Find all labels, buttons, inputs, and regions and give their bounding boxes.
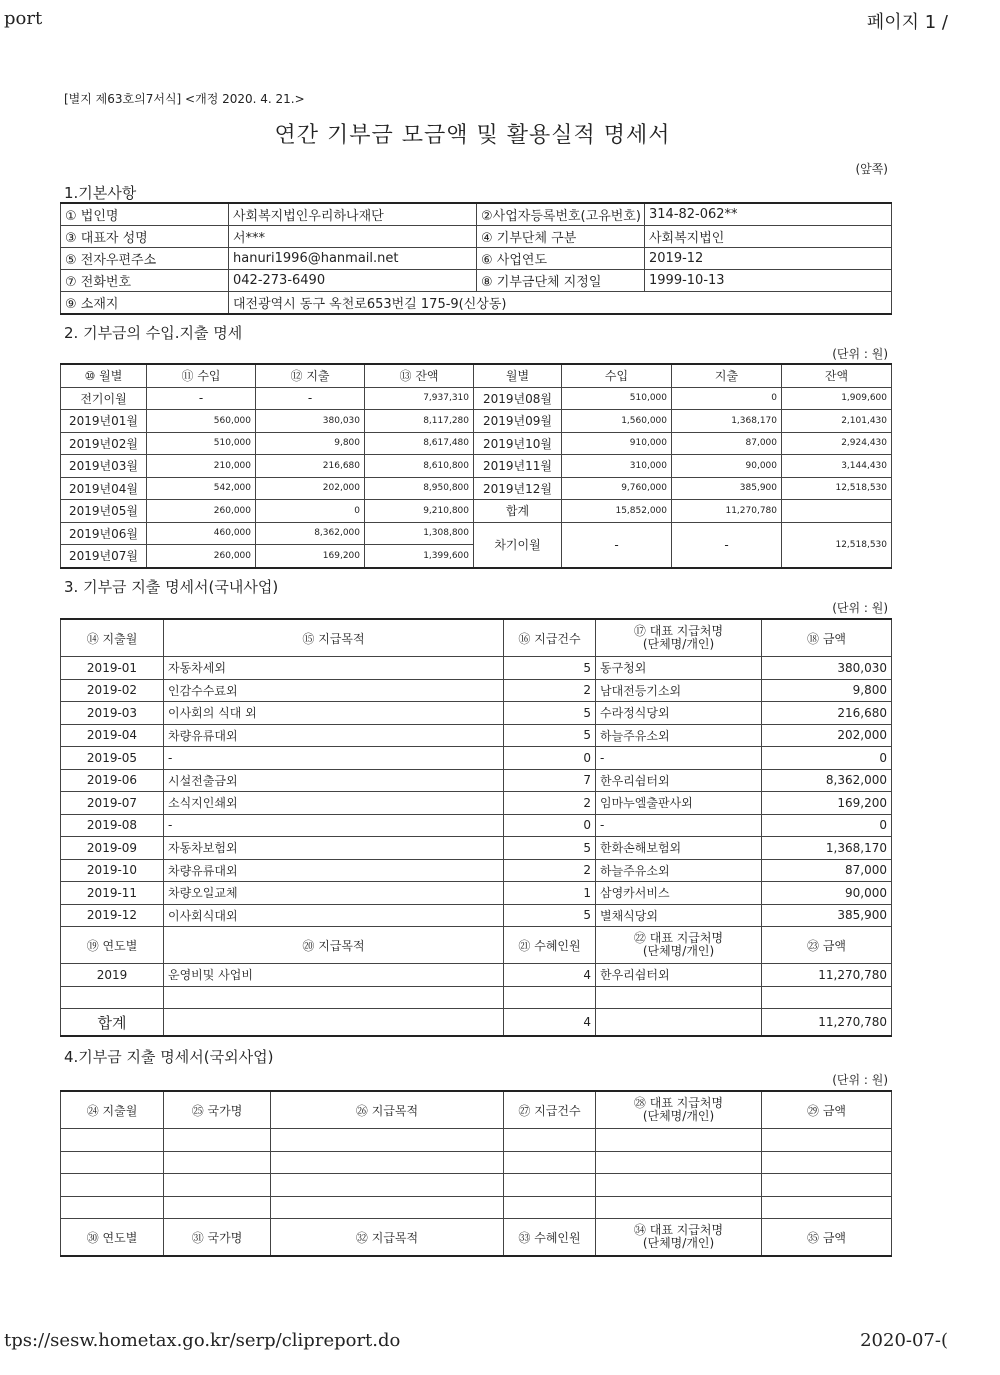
table-row xyxy=(61,837,892,860)
column-header: ⑬ 잔액 xyxy=(365,364,474,387)
expense-cell: 90,000 xyxy=(672,455,782,478)
field-label: ⑨ 소재지 xyxy=(61,292,229,315)
amount-cell: 0 xyxy=(762,747,892,770)
payee-cell: 별채식당외 xyxy=(596,904,762,927)
page-number: 페이지 1 / xyxy=(866,12,948,33)
month-cell: 2019-08 xyxy=(61,814,164,837)
year-cell: 2019 xyxy=(61,964,164,987)
count-cell: 7 xyxy=(504,769,596,792)
column-header: ㉛ 국가명 xyxy=(164,1219,271,1257)
carry-forward-label: 차기이월 xyxy=(474,522,562,568)
empty-row xyxy=(61,1174,892,1197)
field-label: ⑦ 전화번호 xyxy=(61,270,229,292)
column-header: 지출 xyxy=(672,364,782,387)
month-cell: 2019년05월 xyxy=(61,500,147,523)
address-value: 대전광역시 동구 옥천로653번길 175-9(신상동) xyxy=(229,292,892,315)
payee-cell: 하늘주유소외 xyxy=(596,724,762,747)
income-cell: 9,760,000 xyxy=(562,477,672,500)
income-cell: - xyxy=(147,387,256,410)
purpose-cell: 인감수수료외 xyxy=(164,679,504,702)
count-cell: 0 xyxy=(504,814,596,837)
amount-cell: 8,362,000 xyxy=(762,769,892,792)
month-cell: 전기이월 xyxy=(61,387,147,410)
amount-cell: 87,000 xyxy=(762,859,892,882)
beneficiaries-cell: 4 xyxy=(504,964,596,987)
income-total-cell: 15,852,000 xyxy=(562,500,672,523)
footer-url: tps://sesw.hometax.go.kr/serp/clipreport.do xyxy=(4,1330,401,1351)
table-header-row xyxy=(61,927,892,964)
month-cell: 2019년11월 xyxy=(474,455,562,478)
table-header-row xyxy=(61,619,892,657)
column-header: ⑮ 지급목적 xyxy=(164,619,504,657)
column-header: ㉞ 대표 지급처명 (단체명/개인) xyxy=(596,1219,762,1257)
income-cell: 510,000 xyxy=(147,432,256,455)
table-row xyxy=(61,410,892,433)
amount-cell: 385,900 xyxy=(762,904,892,927)
month-cell: 2019년04월 xyxy=(61,477,147,500)
column-header: 잔액 xyxy=(782,364,892,387)
basic-info-row xyxy=(61,226,892,248)
month-cell: 2019-10 xyxy=(61,859,164,882)
column-header: ⑭ 지출월 xyxy=(61,619,164,657)
form-number: [별지 제63호의7서식] <개정 2020. 4. 21.> xyxy=(64,92,305,106)
purpose-cell: 자동차세외 xyxy=(164,657,504,680)
amount-cell: 90,000 xyxy=(762,882,892,905)
amount-cell: 9,800 xyxy=(762,679,892,702)
expense-cell: 87,000 xyxy=(672,432,782,455)
purpose-cell: - xyxy=(164,814,504,837)
column-header: 월별 xyxy=(474,364,562,387)
month-cell: 2019년12월 xyxy=(474,477,562,500)
section-3-title: 3. 기부금 지출 명세서(국내사업) xyxy=(64,578,279,596)
balance-cell: 7,937,310 xyxy=(365,387,474,410)
income-cell: 210,000 xyxy=(147,455,256,478)
balance-cell: 9,210,800 xyxy=(365,500,474,523)
field-label: ②사업자등록번호(고유번호) xyxy=(477,203,645,226)
month-cell: 2019년10월 xyxy=(474,432,562,455)
column-header: ⑯ 지급건수 xyxy=(504,619,596,657)
empty-row xyxy=(61,986,892,1009)
table-row xyxy=(61,477,892,500)
purpose-cell: 운영비및 사업비 xyxy=(164,964,504,987)
month-cell: 2019년01월 xyxy=(61,410,147,433)
expense-cell: 0 xyxy=(256,500,365,523)
basic-info-row xyxy=(61,203,892,226)
total-count: 4 xyxy=(504,1009,596,1037)
count-cell: 5 xyxy=(504,837,596,860)
field-value: 042-273-6490 xyxy=(229,270,477,292)
section-1-title: 1.기본사항 xyxy=(64,184,137,202)
column-header: ⑱ 금액 xyxy=(762,619,892,657)
income-cell: 1,560,000 xyxy=(562,410,672,433)
basic-info-row xyxy=(61,248,892,270)
table-row xyxy=(61,792,892,815)
month-cell: 2019-02 xyxy=(61,679,164,702)
month-cell: 2019-12 xyxy=(61,904,164,927)
balance-cell: 2,924,430 xyxy=(782,432,892,455)
payee-cell: 하늘주유소외 xyxy=(596,859,762,882)
month-cell: 2019년07월 xyxy=(61,545,147,568)
table-row xyxy=(61,964,892,987)
column-header: ㉘ 대표 지급처명 (단체명/개인) xyxy=(596,1091,762,1129)
month-cell: 2019-06 xyxy=(61,769,164,792)
amount-cell: 11,270,780 xyxy=(762,964,892,987)
payee-cell: 수라정식당외 xyxy=(596,702,762,725)
expense-cell: 9,800 xyxy=(256,432,365,455)
income-cell: 460,000 xyxy=(147,522,256,545)
column-header: ⑳ 지급목적 xyxy=(164,927,504,964)
table-row xyxy=(61,702,892,725)
balance-cell xyxy=(782,500,892,523)
column-header: ⑲ 연도별 xyxy=(61,927,164,964)
table-row xyxy=(61,814,892,837)
month-cell: 2019년08월 xyxy=(474,387,562,410)
total-row xyxy=(61,1009,892,1037)
carry-forward-income: - xyxy=(562,522,672,568)
field-label: ⑥ 사업연도 xyxy=(477,248,645,270)
expense-cell: 216,680 xyxy=(256,455,365,478)
column-header: ㉖ 지급목적 xyxy=(271,1091,504,1129)
expense-cell: 385,900 xyxy=(672,477,782,500)
count-cell: 5 xyxy=(504,724,596,747)
unit-label: (단위 : 원) xyxy=(832,347,888,361)
column-header: ㉒ 대표 지급처명 (단체명/개인) xyxy=(596,927,762,964)
month-cell: 2019-07 xyxy=(61,792,164,815)
count-cell: 5 xyxy=(504,702,596,725)
column-header: ㉗ 지급건수 xyxy=(504,1091,596,1129)
count-cell: 2 xyxy=(504,679,596,702)
payee-cell: 한우리쉼터외 xyxy=(596,769,762,792)
table-row xyxy=(61,500,892,523)
field-value: 1999-10-13 xyxy=(645,270,892,292)
payee-cell: 동구청외 xyxy=(596,657,762,680)
income-cell: 542,000 xyxy=(147,477,256,500)
field-label: ① 법인명 xyxy=(61,203,229,226)
table-row xyxy=(61,387,892,410)
table-header-row xyxy=(61,364,892,387)
basic-info-table xyxy=(60,202,892,315)
carry-forward-balance: 12,518,530 xyxy=(782,522,892,568)
table-row xyxy=(61,522,892,545)
count-cell: 2 xyxy=(504,792,596,815)
purpose-cell: - xyxy=(164,747,504,770)
column-header: ⑪ 수입 xyxy=(147,364,256,387)
table-header-row xyxy=(61,1091,892,1129)
count-cell: 1 xyxy=(504,882,596,905)
empty-row xyxy=(61,1151,892,1174)
balance-cell: 1,399,600 xyxy=(365,545,474,568)
month-cell: 2019-01 xyxy=(61,657,164,680)
income-cell: 310,000 xyxy=(562,455,672,478)
balance-cell: 8,610,800 xyxy=(365,455,474,478)
column-header: ㉓ 금액 xyxy=(762,927,892,964)
column-header: ㉑ 수혜인원 xyxy=(504,927,596,964)
payee-cell: 남대전등기소외 xyxy=(596,679,762,702)
table-row xyxy=(61,747,892,770)
month-cell: 2019년06월 xyxy=(61,522,147,545)
income-cell: 260,000 xyxy=(147,500,256,523)
table-header-row xyxy=(61,1219,892,1257)
empty-row xyxy=(61,1196,892,1219)
column-header: ㉚ 연도별 xyxy=(61,1219,164,1257)
column-header: ⑩ 월별 xyxy=(61,364,147,387)
table-row xyxy=(61,724,892,747)
table-row xyxy=(61,882,892,905)
field-value: hanuri1996@hanmail.net xyxy=(229,248,477,270)
balance-cell: 1,308,800 xyxy=(365,522,474,545)
purpose-cell: 차량유류대외 xyxy=(164,724,504,747)
column-header: ㉕ 국가명 xyxy=(164,1091,271,1129)
income-cell: 560,000 xyxy=(147,410,256,433)
print-header-left: port xyxy=(4,8,43,29)
field-label: ③ 대표자 성명 xyxy=(61,226,229,248)
count-cell: 2 xyxy=(504,859,596,882)
month-cell: 2019-11 xyxy=(61,882,164,905)
unit-label: (단위 : 원) xyxy=(832,601,888,615)
field-label: ⑤ 전자우편주소 xyxy=(61,248,229,270)
balance-cell: 8,950,800 xyxy=(365,477,474,500)
column-header: ⑫ 지출 xyxy=(256,364,365,387)
month-cell: 2019-09 xyxy=(61,837,164,860)
table-row xyxy=(61,455,892,478)
expense-cell: - xyxy=(256,387,365,410)
carry-forward-expense: - xyxy=(672,522,782,568)
balance-cell: 1,909,600 xyxy=(782,387,892,410)
amount-cell: 202,000 xyxy=(762,724,892,747)
field-label: ④ 기부단체 구분 xyxy=(477,226,645,248)
basic-info-row xyxy=(61,270,892,292)
purpose-cell: 시설전출금외 xyxy=(164,769,504,792)
column-header: 수입 xyxy=(562,364,672,387)
payee-cell: 한화손해보험외 xyxy=(596,837,762,860)
total-amount: 11,270,780 xyxy=(762,1009,892,1037)
basic-info-row xyxy=(61,292,892,315)
count-cell: 5 xyxy=(504,904,596,927)
footer-date: 2020-07-( xyxy=(860,1330,948,1351)
amount-cell: 0 xyxy=(762,814,892,837)
count-cell: 0 xyxy=(504,747,596,770)
purpose-cell: 소식지인쇄외 xyxy=(164,792,504,815)
column-header: ㉟ 금액 xyxy=(762,1219,892,1257)
domestic-expense-table xyxy=(60,618,892,1037)
amount-cell: 216,680 xyxy=(762,702,892,725)
section-4-title: 4.기부금 지출 명세서(국외사업) xyxy=(64,1048,274,1066)
column-header: ㉙ 금액 xyxy=(762,1091,892,1129)
expense-cell: 169,200 xyxy=(256,545,365,568)
field-value: 314-82-062** xyxy=(645,203,892,226)
expense-total-cell: 11,270,780 xyxy=(672,500,782,523)
month-cell: 2019-03 xyxy=(61,702,164,725)
total-label-cell: 합계 xyxy=(474,500,562,523)
column-header: ㉜ 지급목적 xyxy=(271,1219,504,1257)
income-cell: 260,000 xyxy=(147,545,256,568)
month-cell: 2019-05 xyxy=(61,747,164,770)
table-row xyxy=(61,904,892,927)
unit-label: (단위 : 원) xyxy=(832,1073,888,1087)
balance-cell: 8,617,480 xyxy=(365,432,474,455)
amount-cell: 380,030 xyxy=(762,657,892,680)
overseas-expense-table xyxy=(60,1090,892,1257)
column-header: ㉔ 지출월 xyxy=(61,1091,164,1129)
month-cell: 2019년09월 xyxy=(474,410,562,433)
balance-cell: 12,518,530 xyxy=(782,477,892,500)
month-cell: 2019-04 xyxy=(61,724,164,747)
income-expense-table xyxy=(60,363,892,569)
purpose-cell: 이사회의 식대 외 xyxy=(164,702,504,725)
total-label: 합계 xyxy=(61,1009,164,1037)
balance-cell: 2,101,430 xyxy=(782,410,892,433)
field-value: 서*** xyxy=(229,226,477,248)
page-title: 연간 기부금 모금액 및 활용실적 명세서 xyxy=(274,123,671,148)
balance-cell: 8,117,280 xyxy=(365,410,474,433)
section-2-title: 2. 기부금의 수입.지출 명세 xyxy=(64,324,243,342)
column-header: ㉝ 수혜인원 xyxy=(504,1219,596,1257)
payee-cell: 삼영카서비스 xyxy=(596,882,762,905)
column-header: ⑰ 대표 지급처명 (단체명/개인) xyxy=(596,619,762,657)
table-row xyxy=(61,679,892,702)
table-row xyxy=(61,657,892,680)
payee-cell: 임마누엘출판사외 xyxy=(596,792,762,815)
payee-cell: 한우리쉼터외 xyxy=(596,964,762,987)
empty-row xyxy=(61,1129,892,1152)
income-cell: 510,000 xyxy=(562,387,672,410)
table-row xyxy=(61,859,892,882)
field-value: 2019-12 xyxy=(645,248,892,270)
front-side-label: (앞쪽) xyxy=(855,162,888,176)
purpose-cell: 차량유류대외 xyxy=(164,859,504,882)
income-cell: 910,000 xyxy=(562,432,672,455)
payee-cell: - xyxy=(596,747,762,770)
count-cell: 5 xyxy=(504,657,596,680)
field-value: 사회복지법인우리하나재단 xyxy=(229,203,477,226)
amount-cell: 169,200 xyxy=(762,792,892,815)
table-row xyxy=(61,432,892,455)
amount-cell: 1,368,170 xyxy=(762,837,892,860)
expense-cell: 8,362,000 xyxy=(256,522,365,545)
purpose-cell: 자동차보험외 xyxy=(164,837,504,860)
month-cell: 2019년02월 xyxy=(61,432,147,455)
purpose-cell: 이사회식대외 xyxy=(164,904,504,927)
month-cell: 2019년03월 xyxy=(61,455,147,478)
payee-cell: - xyxy=(596,814,762,837)
expense-cell: 202,000 xyxy=(256,477,365,500)
expense-cell: 1,368,170 xyxy=(672,410,782,433)
expense-cell: 0 xyxy=(672,387,782,410)
field-value: 사회복지법인 xyxy=(645,226,892,248)
purpose-cell: 차량오일교체 xyxy=(164,882,504,905)
expense-cell: 380,030 xyxy=(256,410,365,433)
table-row xyxy=(61,769,892,792)
field-label: ⑧ 기부금단체 지정일 xyxy=(477,270,645,292)
balance-cell: 3,144,430 xyxy=(782,455,892,478)
